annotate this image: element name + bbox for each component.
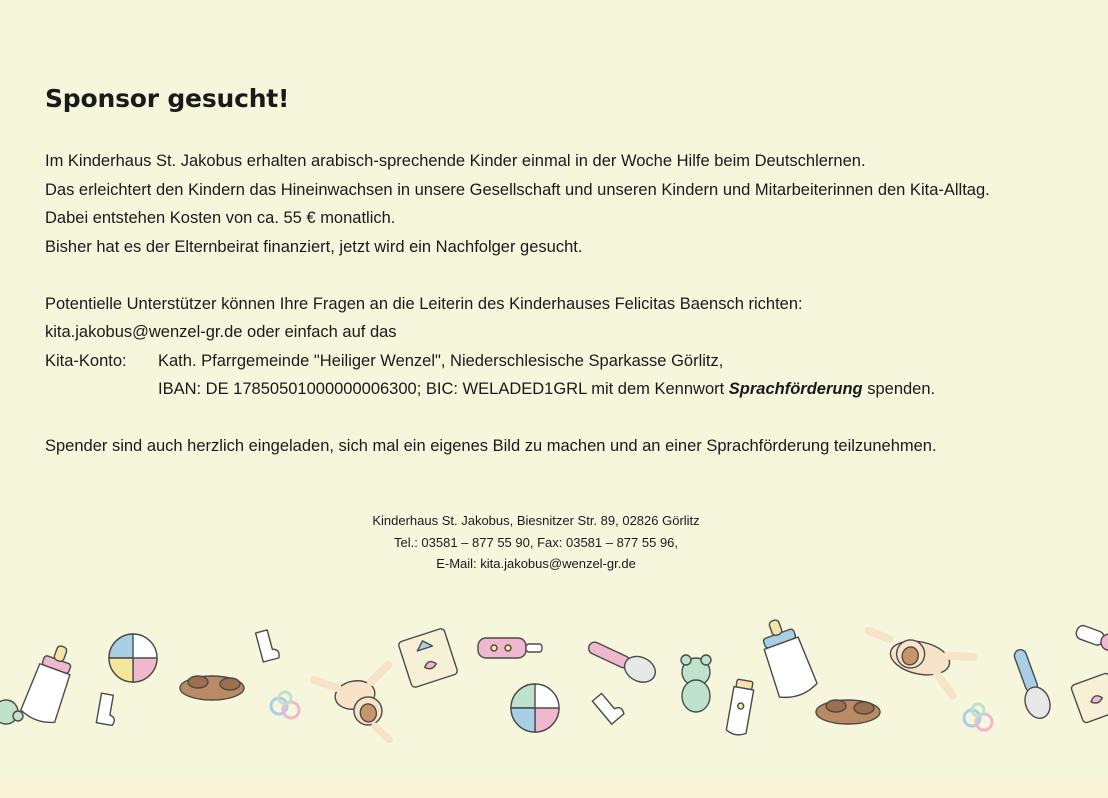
brush-icon — [1007, 646, 1054, 722]
page-title: Sponsor gesucht! — [45, 84, 290, 113]
footer-phone: Tel.: 03581 – 877 55 90, Fax: 03581 – 877 55 96, — [393, 534, 679, 550]
contact-email-suffix: oder einfach auf das — [242, 323, 397, 341]
bunny-icon — [313, 665, 401, 751]
intro-line: Dabei entstehen Kosten von ca. 55 € monatlich. — [45, 209, 396, 227]
footer-email[interactable]: E-Mail: kita.jakobus@wenzel-gr.de — [436, 556, 636, 571]
contact-email[interactable]: kita.jakobus@wenzel-gr.de — [45, 323, 243, 341]
footer-address — [0, 510, 1072, 575]
toy-block-icon — [398, 628, 458, 688]
bottom-band — [0, 782, 1108, 798]
intro-line: Bisher hat es der Elternbeirat finanziert, jetzt wird ein Nachfolger gesucht. — [45, 237, 583, 256]
teddy-icon — [0, 700, 23, 724]
teddy-icon — [681, 655, 711, 712]
baby-items-border — [0, 610, 1108, 770]
baby-bottle-icon — [754, 614, 819, 702]
iban-suffix: spenden. — [862, 380, 936, 398]
bunny-icon — [859, 631, 974, 698]
brush-icon — [584, 635, 659, 687]
konto-row — [45, 347, 1105, 376]
pacifier-icon — [271, 692, 299, 718]
ball-icon — [109, 634, 157, 682]
footer-address-line: Kinderhaus St. Jakobus, Biesnitzer Str. 89, 02826 Görlitz — [372, 513, 700, 528]
ball-icon — [511, 684, 559, 732]
contact-email-line — [45, 318, 1105, 347]
intro-line: Das erleichtert den Kindern das Hineinwachsen in unsere Gesellschaft und unseren Kindern und Mitarbeiterinnen den Kita-Alltag. — [45, 180, 990, 199]
main-content — [45, 84, 1105, 461]
plush-dog-icon — [816, 700, 880, 724]
keyword: Sprachförderung — [728, 380, 863, 398]
konto-value: Kath. Pfarrgemeinde "Heiliger Wenzel", Niederschlesische Sparkasse Görlitz, — [158, 351, 724, 370]
baby-bottle-icon — [19, 640, 80, 726]
rattle-icon — [1074, 623, 1108, 652]
rattle-icon — [478, 638, 542, 658]
sock-icon — [592, 690, 625, 724]
iban-row — [45, 375, 1105, 404]
contact-line: Potentielle Unterstützer können Ihre Fragen an die Leiterin des Kinderhauses Felicitas Baensch richten: — [45, 294, 803, 313]
sock-icon — [96, 693, 118, 726]
konto-label: Kita-Konto: — [45, 351, 127, 370]
closing-text: Spender sind auch herzlich eingeladen, sich mal ein eigenes Bild zu machen und an einer Sprachförderung teilzunehmen. — [45, 437, 937, 455]
intro-line: Im Kinderhaus St. Jakobus erhalten arabisch-sprechende Kinder einmal in der Woche Hilfe beim Deutschlernen. — [45, 152, 866, 170]
iban-text: IBAN: DE 17850501000000006300; BIC: WELADED1GRL mit dem Kennwort — [158, 380, 729, 398]
toy-block-icon — [1070, 672, 1108, 723]
pacifier-icon — [964, 704, 992, 730]
body-text — [45, 147, 1105, 461]
plush-dog-icon — [180, 676, 244, 700]
baby-bottle-icon — [726, 679, 755, 737]
sock-icon — [256, 629, 281, 662]
